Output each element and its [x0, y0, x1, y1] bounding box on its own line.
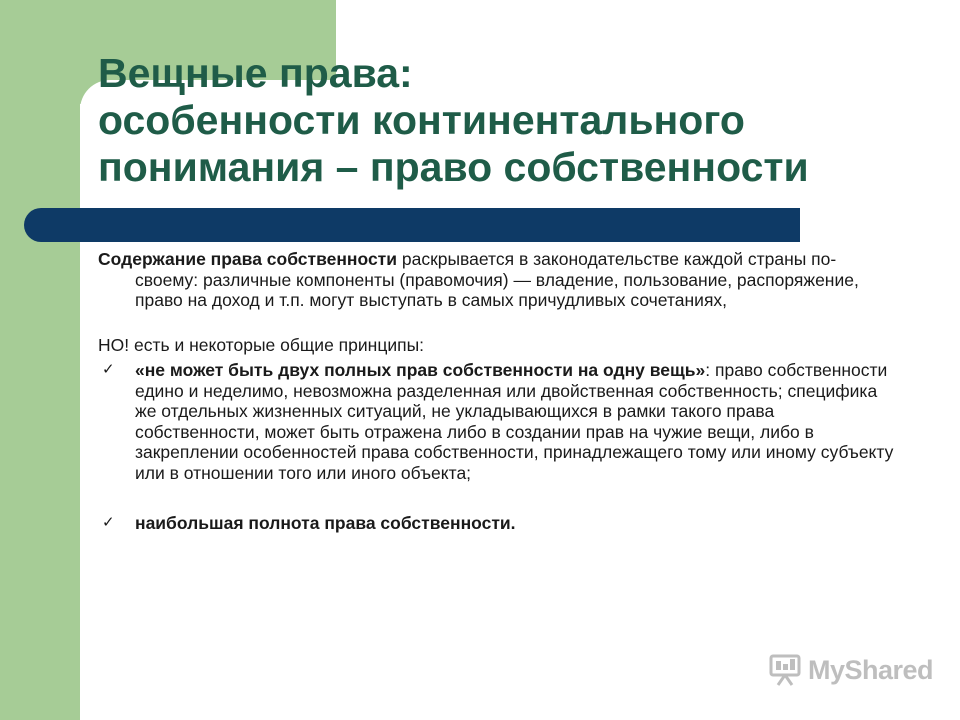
presentation-board-icon: [768, 654, 802, 686]
checkmark-icon: ✓: [102, 361, 115, 378]
myshared-watermark: [768, 654, 933, 686]
checkmark-icon: ✓: [102, 514, 115, 531]
principle-1-text: : право собственности едино и неделимо, невозможна разделенная или двойственная собственность; специфика же отдельных жизненных ситуаций, не укладывающихся в рамки такого права собственности, может быть отражена либо в создании прав на чужие вещи, либо в закреплении особенностей права собственности, принадлежащего тому или иному субъекту или в отношении того или иного объекта;: [135, 360, 894, 483]
principle-item-2: [98, 513, 898, 534]
principle-2-heading: наибольшая полнота права собственности.: [135, 513, 516, 533]
intro-lead-term: Содержание права собственности: [98, 249, 398, 269]
green-sidebar-strip: [0, 0, 80, 720]
title-line-1: Вещные права:: [98, 50, 413, 96]
intro-paragraph: [98, 249, 898, 311]
principle-item-1: [98, 360, 898, 483]
principles-intro: НО! есть и некоторые общие принципы:: [98, 334, 425, 355]
title-line-3: понимания – право собственности: [98, 144, 809, 190]
principle-1-heading: «не может быть двух полных прав собственности на одну вещь»: [135, 360, 706, 380]
slide-title: [98, 50, 918, 191]
intro-text: раскрывается в законодательстве каждой страны по-своему: различные компоненты (правомочия) — владение, пользование, распоряжение, право на доход и т.п. могут выступать в самых причудливых сочетаниях,: [135, 249, 859, 310]
watermark-text: MyShared: [808, 654, 934, 685]
slide-body: [98, 249, 898, 534]
title-line-2: особенности континентального: [98, 97, 745, 143]
title-divider-bar: [24, 208, 800, 242]
